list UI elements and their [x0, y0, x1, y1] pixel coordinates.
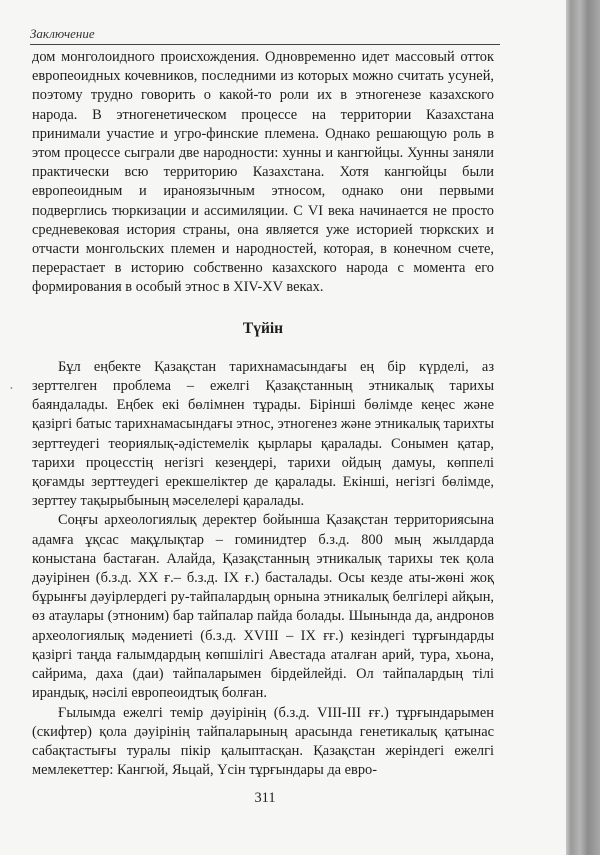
section-title: Түйін	[242, 319, 284, 337]
paragraph-continuation: дом монголоидного происхождения. Одновременно идет массовый отток европеоидных кочевников, последними из которых можно считать усуней, поэтому трудно говорить о какой-то роли их в этногенезе казахского народа. В этногенетическом процессе на территории Казахстана принимали участие и угро-финские племена. Однако решающую роль в этом процессе сыграли две народности: хунны и кангюйцы. Хунны заняли практически всю территорию Казахстана. Хотя кангюйцы были европеоидным и ираноязычным этносом, однако они первыми подверглись тюркизации и ассимиляции. С VI века начинается не просто средневековая история страны, она является уже историей тюркских и отчасти монгольских племен и народностей, которая, в конечном счете, перерастает в историю собственно казахского народа с момента его формирования в особый этнос в XIV-XV веках.	[32, 49, 494, 296]
paragraph: Бұл еңбекте Қазақстан тарихнамасындағы ең бір күрделі, аз зерттелген проблема – ежелгі Қазақстанның этникалық тарихы баяндалады. Еңбек екі бөлімнен тұрады. Бірінші бөлімде кеңес және қазіргі батыс тарихнамасындағы этнос, этногенез және этникалық тарихты зерттеудегі теориялық-әдістемелік қырлары қаралады. Сонымен қатар, тарихи процесстің негізгі кезеңдері, тарихи ойдың дамуы, көппелі қоғамды зерттеудегі ерекшеліктер де қаралады. Екінші, негізгі бөлімде, зерттеу тақырыбының мәселелері қаралады.	[32, 358, 494, 510]
page-body	[32, 48, 494, 780]
header-rule	[30, 44, 500, 45]
paragraph: Ғылымда ежелгі темір дәуірінің (б.з.д. VIII-III ғғ.) тұрғындарымен (скифтер) қола дәуірінің тайпаларының арасында генетикалық қатынас сабақтастығы туралы пікір қалыптасқан. Қазақстан жеріндегі ежелгі мемлекеттер: Кангюй, Яьцай, Үсін тұрғындары да евро-	[32, 704, 494, 779]
paragraph: Соңғы археологиялық деректер бойынша Қазақстан территориясына адамға ұқсас мақұлықтар – гоминидтер б.з.д. 800 мың жылдарда коныстана бастаған. Алайда, Қазақстанның этникалық тарихы тек қола дәуірінен (б.з.д. XX ғ.– б.з.д. IX ғ.) басталады. Осы кезде аты-жөні жоқ бұрынғы дәуірлердегі ру-тайпалардың орнына этникалық белгілері айқын, өз атаулары (этноним) бар тайпалар пайда болады. Шынында да, андронов археологиялық мәдениеті (б.з.д. XVIII – IX ғғ.) кезіндегі тұрғындарды қазіргі таңда ғалымдардың көпшілігі Авестада аталған арий, тура, хьона, сайрима, даха (даи) тайпаларымен бірдейлейді. Ол тайпалардың тілі ирандық, нәсілі европеоидтық болған.	[32, 512, 494, 702]
scan-speck: •	[10, 384, 13, 393]
page-number: 311	[254, 790, 276, 806]
book-spine-shadow	[566, 0, 600, 855]
running-header: Заключение	[30, 26, 95, 41]
